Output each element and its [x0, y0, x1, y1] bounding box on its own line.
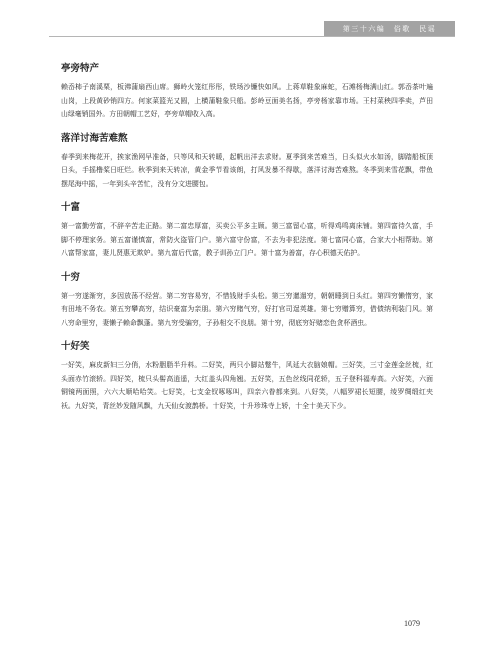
section-body: 第一富勤劳富，不辞辛苦走正路。第二富忠厚富，买卖公平多主顾。第三富留心富，听得鸡鸣离床铺。第四富待久富，手脚不停理家务。第五富谨慎富，常防火盗管门户。第六富守份富，不去为非犯法度。第七富同心富，合家大小相帮助。第八富帮家富，妻儿贤惠无欺妒。第九富后代富，教子训孙立门户。第十富为善富，存心积德天佑护。 [61, 222, 433, 257]
section-ten-poverties [61, 271, 433, 331]
section-title: 十穷 [61, 271, 81, 283]
section-title: 十好笑 [61, 341, 90, 352]
section-body: 第一穷遂渐穷，多因放荡不经营。第二穷容易穷，不惜钱财手头松。第三穷邋遢穷，朝朝睡到日头红。第四穷懒惰穷，家有田地不务农。第五穷攀高穷，结识豪富为亲朋。第六穷赌气穷，好打官司逞英雄。第七穷赠算穷，借债纳利装门风。第八穷命里穷，妻懒子赖命飘蓬。第九穷受骗穷，子孙相交不良朋。第十穷，彻底穷好赌恋色贪杯酒虫。 [61, 291, 433, 327]
page-content [61, 52, 433, 423]
section-ting-pang-specialties [61, 62, 433, 122]
running-header: 第三十六编 俗歌 民谣 [324, 21, 455, 37]
section-title: 落洋讨海苦难熬 [61, 132, 128, 144]
header-divider [49, 36, 455, 37]
section-title: 十富 [61, 202, 81, 213]
section-body: 赖岙柿子南溪栗，板沸蒲扇西山席。狮岭火笼红彤彤，铁场沙镰快如风。上蒋草鞋象麻蛇，石滩杨梅满山红。郭岙茶叶遍山岗，上段黄砂销四方。何家菜篮光又圆，上横蒲鞋象只船。彭岭豆面美名扬，亭旁杨家靠市场。王村菜秧四季卖，芦田山绿毫销国外。方田朝帽工艺好，亭旁草帽收入高。 [61, 83, 433, 118]
section-body: 一好笑，麻皮新妇三分俏，水粉胭脂半升料。二好笑，两只小脚站蹩牛，风延大衣脑娘帽。三好笑，三寸金莲金丝梳，红头面赤竹滚轿。四好笑，梳只头髻高逍遥，大红盖头四角翘。五好笑，五色丝线同花轿，五子登科福寿高。六好笑，六面铜镜两面照，六六大顺哈哈笑。七好笑，七支金钗啄啄叫，四亲六眷都来到。八好笑，八幅罗裙长短腰，绫罗绸缎红夹袄。九好笑，青丝妙发随风飘，九天仙女渡鹊桥。十好笑，十升珍珠寺上轿，十全十美天下少。 [61, 361, 433, 410]
section-sea-fishing-hardship [61, 132, 433, 192]
section-title: 亭旁特产 [61, 63, 100, 74]
section-ten-riches [61, 201, 433, 261]
section-ten-laughs [61, 340, 433, 413]
page-number: 1079 [404, 619, 420, 628]
section-body: 春季到来梅花开，挨家渔网早准备，只等风和天转暖，起帆出洋去求财。夏季到来苦难当，日头似火水如汤，脚踏船板顶日头，手摇橹桨日旺烂。秋季到来天转凉，黄金季节看该朗，打风发暴不得歇，落洋讨海苦难熬。冬季到来雪花飘，带鱼摆尾海中摇，一年到头辛苦忙，没有分文进腰包。 [61, 152, 433, 188]
